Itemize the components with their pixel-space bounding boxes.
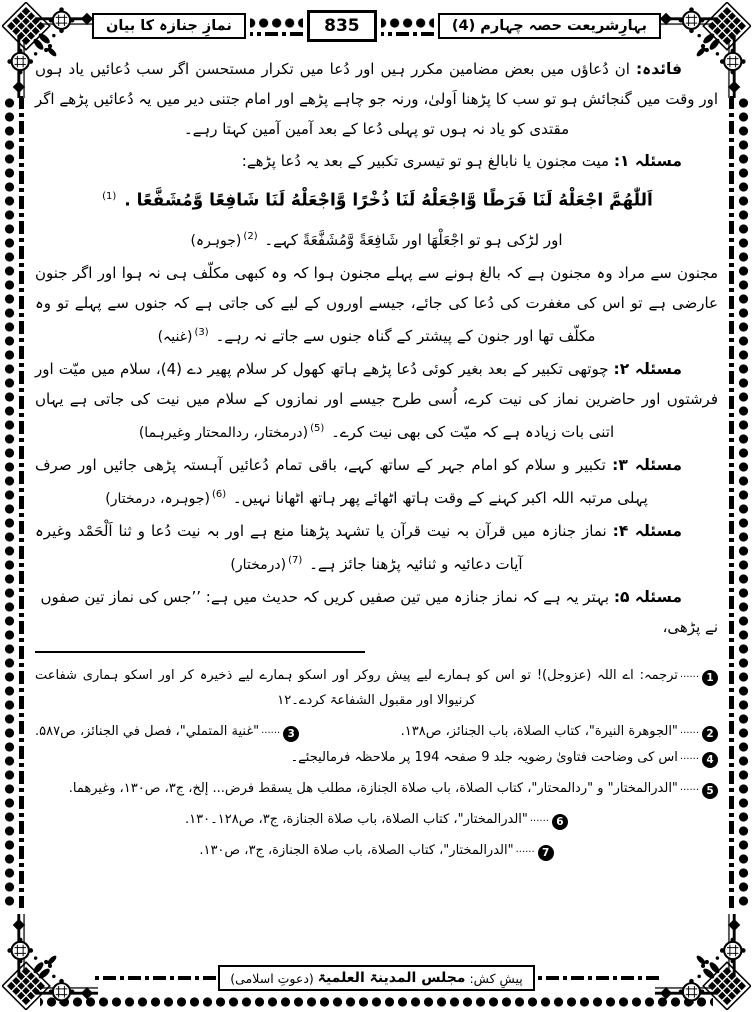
- footnote-1: [35, 662, 718, 713]
- footnote-3: [35, 718, 299, 744]
- footnote-leader-dots: ......: [679, 750, 699, 762]
- paragraph-majnoon: [35, 258, 718, 352]
- dash-line-icon: [381, 32, 434, 36]
- footnote-2: [401, 718, 718, 744]
- paragraph-masala-2: [35, 354, 718, 448]
- footnote-row-2-3: [35, 718, 718, 744]
- footer-bead-chain: [40, 996, 713, 1008]
- footnote-number-badge: 3: [283, 726, 299, 742]
- footnote-number-badge: 4: [702, 752, 718, 768]
- footnote-ref-5: (5): [310, 422, 325, 434]
- paragraph-label: مسئلہ ۲:: [613, 359, 682, 378]
- footnote-ref-1: (1): [102, 191, 117, 202]
- footnote-text: "غنية المتملي"، فصل في الجنائز، ص۵۸۷.: [35, 723, 260, 739]
- girl-variant-line: [35, 222, 718, 256]
- dash-line-icon: [250, 32, 303, 36]
- footnote-ref-2: (2): [243, 230, 258, 242]
- bead-chain-icon: [250, 17, 303, 29]
- footnote-ref-7: (7): [288, 554, 303, 566]
- publisher-box: [218, 965, 534, 991]
- footer-dash-right: [537, 976, 659, 980]
- footnote-leader-dots: ......: [261, 724, 281, 736]
- footnote-6: [35, 806, 718, 832]
- paragraph-label: مسئلہ ۴:: [612, 521, 682, 540]
- page-number-box: [307, 10, 377, 42]
- footnote-5: [35, 775, 718, 801]
- corner-ornament-top-right: [655, 2, 751, 98]
- publisher-name: مجلس المدینۃ العلمیۃ: [317, 970, 466, 986]
- border-beads-right: [737, 96, 750, 908]
- footnote-text: "الدرالمختار"، كتاب الصلاة، باب صلاة الجنازة، ج۳، ص۱۲۸۔۱۳۰.: [185, 811, 528, 827]
- bead-chain-icon: [381, 17, 434, 29]
- paragraph-label: مسئلہ ۳:: [612, 455, 682, 474]
- corner-ornament-top-left: [2, 2, 98, 98]
- footnote-number-badge: 1: [702, 670, 718, 686]
- source-citation: (جوہرہ): [190, 232, 242, 249]
- source-citation: (غنیہ): [157, 328, 193, 345]
- paragraph-label: مسئلہ ۵:: [613, 587, 682, 606]
- footnote-leader-dots: ......: [529, 812, 549, 824]
- border-beads-left: [3, 96, 16, 908]
- footnote-text: اس کی وضاحت فتاویٰ رضویہ جلد 9 صفحہ 194 پر ملاحظہ فرمالیجئے۔: [290, 749, 678, 765]
- publisher-suffix: (دعوتِ اسلامی): [230, 970, 314, 986]
- page-content: [35, 54, 718, 952]
- arabic-dua-line: [35, 179, 718, 219]
- footnote-text: ترجمہ: اے اللہ (عزوجل)! تو اس کو ہمارے لیے پیش روکر اور اسکو ہمارے لیے ذخیرہ کر اور اسکو ہماری شفاعت کرنیوالا اور مقبول الشفاعۃ کردے۔۱۲: [35, 667, 678, 708]
- source-citation: (درمختار، ردالمحتار وغیرہما): [138, 424, 309, 441]
- header-connector-right: [381, 17, 434, 36]
- footnote-leader-dots: ......: [679, 724, 699, 736]
- publisher-label: پیشِ کش:: [469, 970, 523, 986]
- border-dashline-right: [729, 96, 734, 908]
- footnote-leader-dots: ......: [679, 781, 699, 793]
- paragraph-text: ان دُعاؤں میں بعض مضامین مکرر ہیں اور دُعا میں تکرار مستحسن اگر سب دُعائیں یاد ہوں اور وقت میں گنجائش ہو تو سب کا پڑھنا اَولیٰ، ورنہ جو چاہے پڑھے اور امام جتنی دیر میں یہ دُعائیں پڑھے اگر مقتدی کو یاد نہ ہوں تو پہلی دُعا کے بعد آمین آمین کہتا رہے۔: [35, 60, 718, 138]
- footnote-7: [35, 837, 718, 863]
- paragraph-label: مسئلہ ۱:: [613, 152, 682, 170]
- header-book-title: [438, 13, 661, 39]
- footnote-leader-dots: ......: [679, 668, 699, 680]
- paragraph-faidah: [35, 54, 718, 144]
- page-header: [92, 6, 661, 46]
- chapter-title-text: نمازِ جنازہ کا بیان: [106, 18, 232, 34]
- line-text: اور لڑکی ہو تو اجْعَلْهَا اور شَافِعَةً وَّمُشَفَّعَةً کہے۔: [264, 230, 563, 249]
- book-title-text: بہارِشریعت حصہ چہارم (4): [451, 18, 647, 34]
- paragraph-text: بہتر یہ ہے کہ نماز جنازہ میں تین صفیں کریں کہ حدیث میں ہے: ’’جس کی نماز تین صفوں نے پڑھی،: [40, 587, 718, 636]
- footnote-number-badge: 2: [702, 726, 718, 742]
- footnote-ref-6: (6): [211, 488, 227, 500]
- paragraph-text: تکبیر و سلام کو امام جہر کے ساتھ کہے، باقی تمام دُعائیں آہستہ پڑھی جائیں اور صرف پہلی مرتبہ اللہ اکبر کہنے کے وقت ہاتھ اٹھائے پھر ہاتھ اٹھانا نہیں۔: [35, 455, 648, 507]
- page-number: 835: [324, 16, 360, 36]
- footer-dash-left: [94, 976, 216, 980]
- source-citation: (جوہرہ، درمختار): [105, 490, 210, 507]
- paragraph-masala-4: [35, 516, 718, 580]
- footnote-4: [35, 744, 718, 770]
- paragraph-label: فائدہ:: [635, 60, 682, 78]
- source-citation: (درمختار): [230, 556, 287, 573]
- paragraph-text: مجنون سے مراد وہ مجنون ہے کہ بالغ ہونے سے پہلے مجنون ہوا کہ وہ کبھی مکلّف ہی نہ ہوا اور اگر جنون عارضی ہے تو اس کی مغفرت کی دُعا کی جائے، جیسے اوروں کے لیے کی جاتی ہے کہ جنوں سے پہلے تو وہ مکلّف تھا اور جنون کے پیشتر کے گناہ جنوں سے جاتے نہ رہے۔: [35, 263, 718, 345]
- paragraph-masala-5: [35, 582, 718, 642]
- paragraph-text: چوتھی تکبیر کے بعد بغیر کوئی دُعا پڑھے ہاتھ کھول کر سلام پھیر دے (4)، سلام میں میّت اور فرشتوں اور حاضرین نماز کی نیت کرے، اُسی طرح جیسے اور نمازوں کے سلام میں نیت کی جاتی ہے یہاں اتنی بات زیادہ ہے کہ میّت کی بھی نیت کرے۔: [35, 359, 718, 441]
- footnote-text: "الدرالمختار" و "ردالمحتار"، كتاب الصلاة، باب صلاة الجنازة، مطلب هل يسقط فرض... إلخ، ج۳، ص۱۳۰، وغيرهما.: [68, 780, 678, 796]
- paragraph-masala-3: [35, 450, 718, 514]
- footnote-text: "الدرالمختار"، كتاب الصلاة، باب صلاة الجنازة، ج۳، ص۱۳۰.: [199, 842, 514, 858]
- footnote-ref-3: (3): [194, 326, 209, 338]
- footnote-number-badge: 5: [702, 783, 718, 799]
- paragraph-masala-1: [35, 146, 718, 176]
- corner-ornament-bottom-right: [655, 914, 751, 1010]
- paragraph-text: نماز جنازہ میں قرآن بہ نیت قرآن یا تشہد پڑھنا منع ہے اور بہ نیت دُعا و ثنا اَلْحَمْد وغیرہ آیات دعائیہ و ثنائیہ پڑھنا جائز ہے۔: [35, 521, 607, 573]
- footnote-leader-dots: ......: [515, 843, 535, 855]
- paragraph-text: میت مجنون یا نابالغ ہو تو تیسری تکبیر کے بعد یہ دُعا پڑھے:: [241, 152, 610, 170]
- header-connector-left: [250, 17, 303, 36]
- border-dashline-left: [19, 96, 24, 908]
- footnote-number-badge: 6: [552, 814, 568, 830]
- header-chapter-title: [92, 13, 246, 39]
- page-footer: [92, 962, 661, 994]
- corner-ornament-bottom-left: [2, 914, 98, 1010]
- footnote-number-badge: 7: [538, 845, 554, 861]
- dua-text: اَللّٰهُمَّ اجْعَلْهُ لَنَا فَرَطًا وَّاجْعَلْهُ لَنَا ذُخْرًا وَّاجْعَلْهُ لَنَا شَافِعًا وَّمُشَفَّعًا .: [124, 190, 653, 211]
- footnote-text: "الجوهرة النيرة"، كتاب الصلاة، باب الجنائز، ص۱۳۸.: [400, 723, 678, 739]
- footnote-separator: [35, 651, 365, 653]
